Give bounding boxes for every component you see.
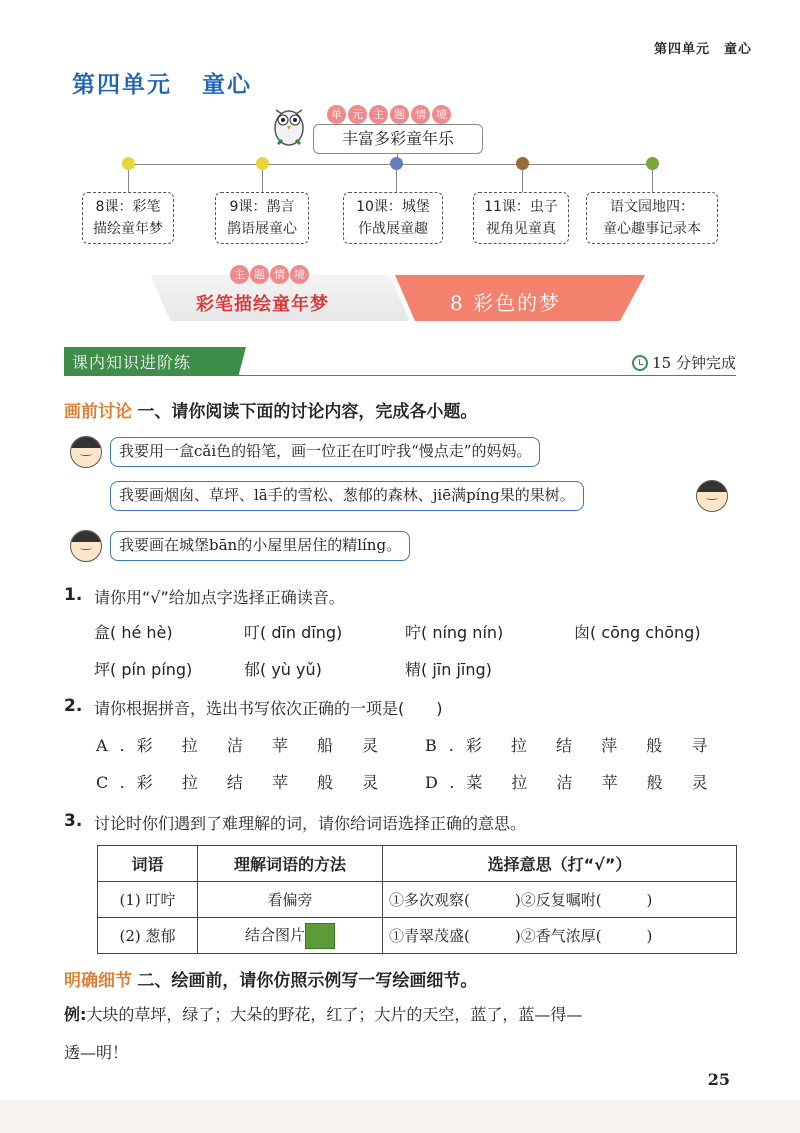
section-title: 课内知识进阶练 xyxy=(72,353,192,372)
lesson-drop-line xyxy=(522,170,523,192)
unit-title-theme: 童心 xyxy=(202,72,252,98)
method-cell: 看偏旁 xyxy=(198,882,383,918)
owl-mascot-icon xyxy=(268,100,310,148)
part1-heading xyxy=(64,397,477,422)
banner-tag-char: 情 xyxy=(270,265,289,284)
banner-tag-char: 主 xyxy=(230,265,249,284)
lesson-line: 描绘童年梦 xyxy=(93,221,163,237)
lesson-line: 11课：虫子 xyxy=(484,199,558,215)
lesson-line: 10课：城堡 xyxy=(356,199,430,215)
timer xyxy=(632,352,736,373)
question-number: 2. xyxy=(64,696,83,716)
part2-instruction: 二、绘画前，请你仿照示例写一写绘画细节。 xyxy=(137,971,478,991)
unit-title-number: 第四单元 xyxy=(72,72,172,98)
boy-avatar-icon xyxy=(70,530,102,562)
unit-title xyxy=(72,66,252,99)
header-method: 理解词语的方法 xyxy=(198,846,383,882)
unit-theme-title: 丰富多彩童年乐 xyxy=(313,124,483,154)
boy-avatar-icon xyxy=(70,436,102,468)
lesson-drop-line xyxy=(652,170,653,192)
lesson-line: 鹊语展童心 xyxy=(227,221,297,237)
pinyin-choice[interactable]: 盒( hé hè) xyxy=(94,623,173,642)
table-header-row xyxy=(98,846,737,882)
method-text: 结合图片 xyxy=(244,925,305,944)
pinyin-choice[interactable]: 郁( yù yǔ) xyxy=(244,660,322,679)
question-text: 讨论时你们遇到了难理解的词，请你给词语选择正确的意思。 xyxy=(94,814,527,833)
part2-heading xyxy=(64,966,477,991)
pinyin-choice[interactable]: 叮( dīn dīng) xyxy=(244,623,343,642)
lesson-box-11 xyxy=(473,192,569,244)
boy-avatar-icon xyxy=(696,480,728,512)
lesson-dot xyxy=(256,157,269,170)
pinyin-choice[interactable]: 咛( níng nín) xyxy=(405,623,504,642)
answer-option-a[interactable]: A.彩 拉 洁 苹 船 灵 xyxy=(96,736,391,755)
running-header: 第四单元 童心 xyxy=(653,42,752,57)
choice-cell[interactable]: ①青翠茂盛( )②香气浓厚( ) xyxy=(383,918,737,954)
pinyin-choice[interactable]: 囱( cōng chōng) xyxy=(574,623,701,642)
banner-tag xyxy=(230,265,309,284)
pinyin-choice[interactable]: 坪( pín píng) xyxy=(94,660,193,679)
theme-tag-char: 主 xyxy=(369,105,388,124)
lesson-dot xyxy=(516,157,529,170)
header-word: 词语 xyxy=(98,846,198,882)
lesson-line: 语文园地四： xyxy=(610,199,694,215)
section-rule xyxy=(64,375,736,376)
lesson-line: 视角见童真 xyxy=(486,221,556,237)
table-row xyxy=(98,918,737,954)
banner-subtitle: 彩笔描绘童年梦 xyxy=(196,294,329,315)
pinyin-choice[interactable]: 精( jīn jīng) xyxy=(405,660,492,679)
table-row xyxy=(98,882,737,918)
theme-tag-char: 境 xyxy=(432,105,451,124)
lesson-box-9 xyxy=(215,192,309,244)
lesson-box-10 xyxy=(343,192,443,244)
lesson-line: 作战展童趣 xyxy=(358,221,428,237)
clock-icon xyxy=(632,355,648,371)
lesson-line: 童心趣事记录本 xyxy=(603,221,701,237)
answer-option-b[interactable]: B.彩 拉 结 萍 般 寻 xyxy=(425,736,720,755)
timer-text: 15 分钟完成 xyxy=(652,354,736,372)
header-choice: 选择意思（打“√”） xyxy=(383,846,737,882)
lesson-box-garden xyxy=(586,192,718,244)
answer-option-c[interactable]: C.彩 拉 结 苹 般 灵 xyxy=(96,773,391,792)
grass-picture-icon xyxy=(305,923,335,949)
question-number: 1. xyxy=(64,585,83,605)
word-cell: (2) 葱郁 xyxy=(98,918,198,954)
bottom-strip xyxy=(0,1100,800,1133)
question-text: 请你用“√”给加点字选择正确读音。 xyxy=(94,588,345,607)
discussion-bubble: 我要用一盒cǎi色的铅笔，画一位正在叮咛我“慢点走”的妈妈。 xyxy=(110,437,540,467)
discussion-bubble: 我要画烟囱、草坪、lā手的雪松、葱郁的森林、jiē满píng果的果树。 xyxy=(110,481,584,511)
theme-tag-char: 单 xyxy=(327,105,346,124)
question-text: 请你根据拼音，选出书写依次正确的一项是( ) xyxy=(94,699,443,718)
theme-tag xyxy=(327,105,451,124)
example-line-2: 透—明！ xyxy=(64,1043,129,1062)
question-number: 3. xyxy=(64,811,83,831)
lesson-title: 8 彩色的梦 xyxy=(450,291,562,315)
theme-tag-char: 题 xyxy=(390,105,409,124)
lesson-line: 8课：彩笔 xyxy=(95,199,161,215)
banner-tag-char: 题 xyxy=(250,265,269,284)
part1-label: 画前讨论 xyxy=(64,402,132,422)
theme-tag-char: 情 xyxy=(411,105,430,124)
discussion-bubble: 我要画在城堡bān的小屋里居住的精líng。 xyxy=(110,531,410,561)
lesson-box-8 xyxy=(82,192,174,244)
vocab-table xyxy=(97,845,737,954)
example-text: 大块的草坪，绿了；大朵的野花，红了；大片的天空，蓝了，蓝—得— xyxy=(86,1005,583,1024)
example-line-1 xyxy=(64,1000,582,1030)
word-cell: (1) 叮咛 xyxy=(98,882,198,918)
lesson-drop-line xyxy=(128,170,129,192)
lesson-drop-line xyxy=(262,170,263,192)
example-label: 例: xyxy=(64,1005,87,1024)
lesson-dot xyxy=(122,157,135,170)
part1-instruction: 一、请你阅读下面的讨论内容，完成各小题。 xyxy=(137,402,478,422)
lesson-line: 9课：鹊言 xyxy=(229,199,295,215)
lesson-drop-line xyxy=(396,170,397,192)
lesson-dot xyxy=(646,157,659,170)
page-number: 25 xyxy=(707,1070,730,1089)
choice-cell[interactable]: ①多次观察( )②反复嘱咐( ) xyxy=(383,882,737,918)
answer-option-d[interactable]: D.菜 拉 洁 苹 般 灵 xyxy=(425,773,720,792)
banner-tag-char: 境 xyxy=(290,265,309,284)
theme-tag-char: 元 xyxy=(348,105,367,124)
lesson-dot xyxy=(390,157,403,170)
method-cell xyxy=(198,918,383,954)
part2-label: 明确细节 xyxy=(64,971,132,991)
